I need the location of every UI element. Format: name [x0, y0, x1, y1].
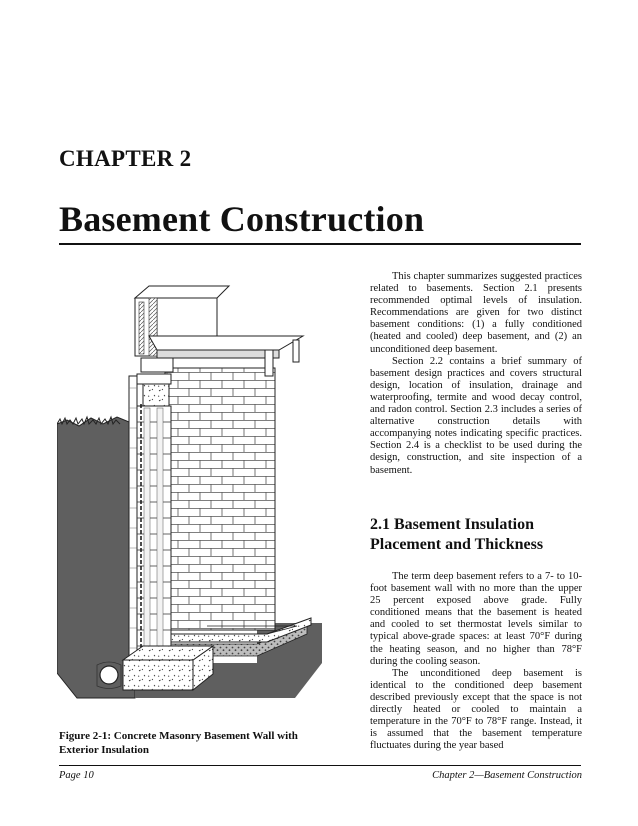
figure-caption: Figure 2-1: Concrete Masonry Basement Wall with Exterior Insulation [59, 730, 298, 756]
chapter-title: Basement Construction [59, 199, 425, 239]
basement-wall-figure [57, 268, 322, 723]
section-heading: 2.1 Basement Insulation Placement and Thickness [370, 516, 544, 553]
intro-text [370, 271, 582, 477]
section-body [370, 571, 582, 752]
chapter-label: CHAPTER 2 [59, 146, 192, 171]
intro-paragraph: Section 2.2 contains a brief summary of basement design practices and covers structural design, location of insulation, drainage and waterproofing, termite and wood decay control, and radon control. Section 2.3 includes a series of alternative construction details with accompanying notes indicating specific practices. Section 2.4 is a checklist to be used during the design, construction, and site inspection of a basement. [370, 355, 582, 476]
intro-paragraph: This chapter summarizes suggested practices related to basements. Section 2.1 presents recommended optimal levels of insulation. Recommendations are given for two distinct basement conditions: (1) a fully conditioned (heated and cooled) deep basement, and (2) an unconditioned deep basement. [370, 271, 582, 355]
section-paragraph: The term deep basement refers to a 7- to 10-foot basement wall with no more than the upper 25 percent exposed above grade. Fully conditioned means that the basement is heated and cooled to set thermostat levels similar to typical above-grade spaces: at least 70°F during the heating season, and no higher than 78°F during the cooling season. [370, 571, 582, 667]
page-number: Page 10 [59, 770, 94, 781]
title-divider [59, 243, 581, 245]
section-paragraph: The unconditioned deep basement is identical to the conditioned deep basement described previously except that the space is not directly heated or cooled to maintain a temperature in the 70°F to 78°F range. Instead, it is assumed that the basement temperature fluctuates during the year based [370, 667, 582, 752]
running-footer: Chapter 2—Basement Construction [432, 770, 582, 781]
footer-divider [59, 765, 581, 766]
